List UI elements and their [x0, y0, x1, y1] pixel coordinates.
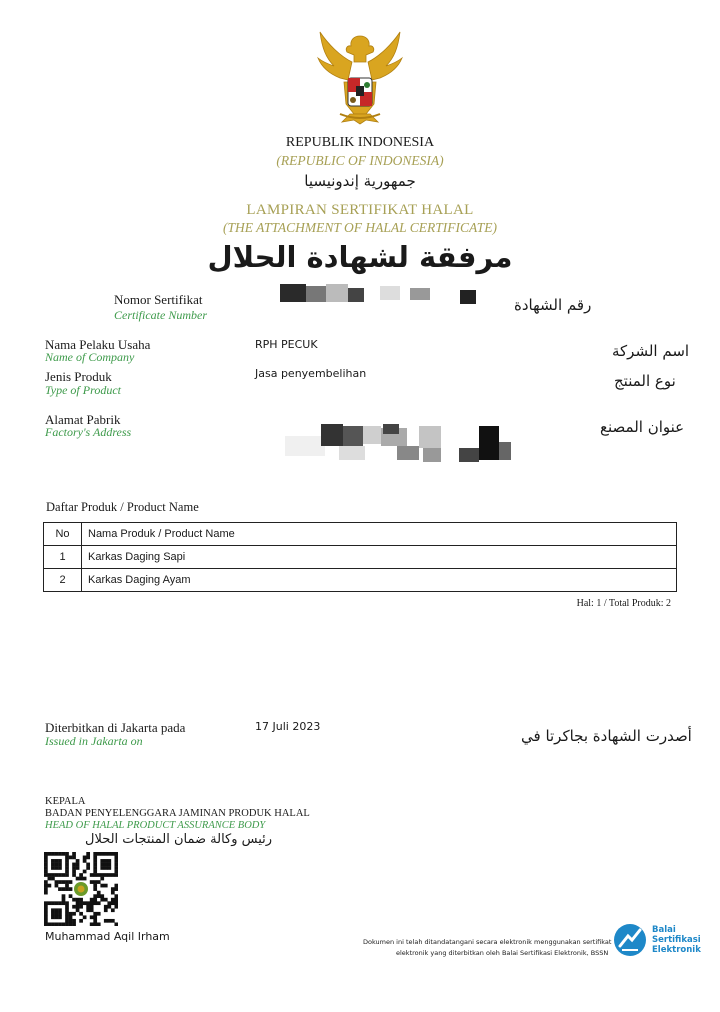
qr-module: [86, 856, 90, 860]
factory-address-redaction: [255, 418, 530, 466]
qr-module: [44, 884, 48, 888]
signatory-title-en: HEAD OF HALAL PRODUCT ASSURANCE BODY: [45, 820, 266, 831]
document-title-ar: مرفقة لشهادة الحلال: [207, 240, 513, 274]
page-info: Hal: 1 / Total Produk: 2: [576, 598, 671, 609]
republic-title: REPUBLIK INDONESIA: [285, 135, 435, 150]
qr-module: [90, 915, 94, 919]
qr-module: [44, 905, 48, 909]
table-row: [44, 546, 677, 569]
qr-module: [62, 880, 66, 884]
qr-module: [104, 905, 108, 909]
qr-module: [51, 873, 55, 877]
qr-code: [44, 852, 118, 926]
qr-module: [72, 919, 76, 923]
qr-module: [100, 898, 104, 902]
qr-module: [55, 901, 59, 905]
qr-module: [65, 884, 69, 888]
qr-module: [93, 884, 97, 888]
qr-module: [72, 856, 76, 860]
qr-module: [97, 873, 101, 877]
qr-module: [111, 908, 115, 912]
qr-module: [111, 919, 115, 923]
company-label: Nama Pelaku Usaha: [45, 337, 151, 352]
company-label-ar: اسم الشركة: [612, 342, 690, 360]
qr-module: [65, 852, 69, 856]
signatory-title-2: BADAN PENYELENGGARA JAMINAN PRODUK HALAL: [45, 808, 310, 819]
qr-module: [93, 915, 97, 919]
qr-module: [58, 922, 62, 926]
qr-module: [51, 908, 55, 912]
republic-title-ar: جمهورية إندونيسيا: [304, 172, 416, 190]
qr-module: [55, 863, 59, 867]
qr-module: [97, 880, 101, 884]
qr-module: [58, 908, 62, 912]
qr-module: [76, 866, 80, 870]
table-cell-no: 2: [44, 569, 82, 592]
qr-module: [58, 880, 62, 884]
qr-module: [44, 922, 48, 926]
qr-module: [58, 866, 62, 870]
product-type-label-ar: نوع المنتج: [614, 372, 676, 390]
qr-module: [44, 880, 48, 884]
qr-module: [83, 856, 87, 860]
qr-module: [51, 852, 55, 856]
qr-module: [104, 852, 108, 856]
qr-module: [65, 901, 69, 905]
qr-module: [97, 894, 101, 898]
qr-module: [79, 898, 83, 902]
qr-module: [90, 901, 94, 905]
qr-module: [44, 891, 48, 895]
qr-module: [97, 852, 101, 856]
qr-module: [93, 870, 97, 874]
qr-module: [44, 901, 48, 905]
qr-module: [114, 898, 118, 902]
qr-module: [44, 866, 48, 870]
qr-module: [65, 908, 69, 912]
signatory-name: Muhammad Aqil Irham: [45, 930, 170, 943]
table-header-row: [44, 523, 677, 546]
qr-module: [48, 922, 52, 926]
qr-module: [93, 894, 97, 898]
qr-module: [83, 859, 87, 863]
qr-module: [51, 863, 55, 867]
qr-module: [100, 866, 104, 870]
qr-module: [55, 915, 59, 919]
qr-module: [90, 880, 94, 884]
signatory-title-ar: رئيس وكالة ضمان المنتجات الحلال: [85, 832, 273, 847]
qr-module: [79, 901, 83, 905]
qr-module: [104, 866, 108, 870]
qr-module: [72, 898, 76, 902]
qr-module: [44, 852, 48, 856]
qr-module: [104, 873, 108, 877]
issued-date: 17 Juli 2023: [255, 720, 321, 733]
certificate-number-label-en: Certificate Number: [114, 308, 207, 322]
qr-module: [100, 859, 104, 863]
qr-module: [104, 863, 108, 867]
qr-module: [90, 905, 94, 909]
table-header-no: No: [44, 523, 82, 546]
qr-module: [93, 852, 97, 856]
qr-module: [79, 905, 83, 909]
qr-module: [65, 870, 69, 874]
qr-module: [100, 873, 104, 877]
qr-module: [97, 891, 101, 895]
qr-module: [111, 891, 115, 895]
product-table: [43, 522, 677, 592]
qr-module: [55, 922, 59, 926]
qr-module: [83, 901, 87, 905]
product-type-value: Jasa penyembelihan: [255, 367, 367, 380]
qr-module: [114, 884, 118, 888]
qr-module: [44, 912, 48, 916]
table-cell-product: Karkas Daging Ayam: [82, 569, 677, 592]
qr-module: [51, 922, 55, 926]
qr-module: [44, 915, 48, 919]
qr-module: [48, 852, 52, 856]
qr-module: [58, 912, 62, 916]
qr-module: [90, 922, 94, 926]
table-cell-product: Karkas Daging Sapi: [82, 546, 677, 569]
qr-module: [72, 873, 76, 877]
qr-module: [55, 852, 59, 856]
qr-module: [48, 873, 52, 877]
qr-module: [93, 887, 97, 891]
qr-module: [79, 873, 83, 877]
qr-module: [114, 863, 118, 867]
qr-module: [65, 915, 69, 919]
qr-module: [65, 905, 69, 909]
company-value: RPH PECUK: [255, 338, 318, 351]
qr-module: [79, 912, 83, 916]
qr-module: [114, 859, 118, 863]
qr-module: [69, 922, 73, 926]
qr-module: [104, 908, 108, 912]
document-title-en: (THE ATTACHMENT OF HALAL CERTIFICATE): [222, 220, 498, 235]
qr-module: [93, 901, 97, 905]
qr-module: [107, 905, 111, 909]
qr-module: [93, 880, 97, 884]
bsre-logo-text-3: Elektronik: [652, 945, 701, 955]
qr-module: [48, 877, 52, 881]
qr-module: [44, 908, 48, 912]
qr-module: [48, 901, 52, 905]
qr-module: [65, 880, 69, 884]
qr-module: [93, 912, 97, 916]
qr-module: [86, 901, 90, 905]
qr-module: [79, 919, 83, 923]
qr-module: [51, 859, 55, 863]
qr-module: [76, 905, 80, 909]
qr-module: [100, 852, 104, 856]
certificate-number-label-ar: رقم الشهادة: [514, 296, 592, 314]
qr-module: [55, 880, 59, 884]
product-type-label: Jenis Produk: [45, 369, 112, 384]
product-list-caption: Daftar Produk / Product Name: [46, 500, 199, 514]
qr-module: [51, 901, 55, 905]
qr-module: [69, 919, 73, 923]
qr-module: [65, 919, 69, 923]
qr-module: [90, 873, 94, 877]
table-header-product: Nama Produk / Product Name: [82, 523, 677, 546]
qr-module: [58, 863, 62, 867]
qr-module: [104, 898, 108, 902]
qr-module: [93, 859, 97, 863]
qr-module: [114, 852, 118, 856]
qr-module: [114, 894, 118, 898]
issued-label: Diterbitkan di Jakarta pada: [45, 720, 186, 735]
qr-module: [93, 922, 97, 926]
qr-module: [93, 856, 97, 860]
qr-module: [76, 863, 80, 867]
e-signature-note-1: Dokumen ini telah ditandatangani secara elektronik menggunakan sertifikat: [363, 938, 612, 946]
qr-module: [76, 901, 80, 905]
qr-module: [69, 887, 73, 891]
qr-module: [76, 898, 80, 902]
qr-module: [65, 856, 69, 860]
qr-module: [69, 912, 73, 916]
qr-module: [97, 912, 101, 916]
qr-module: [93, 866, 97, 870]
table-row: [44, 569, 677, 592]
qr-module: [55, 912, 59, 916]
qr-module: [51, 915, 55, 919]
qr-module: [107, 919, 111, 923]
qr-module: [86, 863, 90, 867]
qr-module: [44, 870, 48, 874]
qr-module: [97, 922, 101, 926]
qr-module: [83, 915, 87, 919]
qr-module: [65, 863, 69, 867]
qr-module: [72, 905, 76, 909]
certificate-number-redaction: [280, 284, 480, 304]
qr-module: [58, 915, 62, 919]
qr-module: [90, 898, 94, 902]
qr-module: [65, 912, 69, 916]
qr-module: [69, 894, 73, 898]
qr-module: [62, 873, 66, 877]
qr-module: [114, 870, 118, 874]
e-signature-note-2: elektronik yang diterbitkan oleh Balai Sertifikasi Elektronik, BSSN: [396, 949, 609, 957]
qr-module: [107, 866, 111, 870]
qr-module: [86, 852, 90, 856]
qr-module: [86, 905, 90, 909]
garuda-pancasila-emblem: [314, 30, 406, 126]
qr-module: [55, 884, 59, 888]
qr-module: [58, 887, 62, 891]
certificate-number-label: Nomor Sertifikat: [114, 292, 203, 307]
qr-module: [93, 873, 97, 877]
qr-module: [44, 887, 48, 891]
qr-module: [72, 866, 76, 870]
qr-module: [86, 908, 90, 912]
qr-module: [62, 887, 66, 891]
qr-module: [83, 877, 87, 881]
qr-module: [114, 901, 118, 905]
qr-module: [72, 852, 76, 856]
qr-module: [107, 859, 111, 863]
document-title: LAMPIRAN SERTIFIKAT HALAL: [246, 202, 474, 218]
qr-module: [107, 901, 111, 905]
qr-module: [51, 866, 55, 870]
bsre-logo-text-2: Sertifikasi: [652, 935, 701, 945]
qr-module: [44, 863, 48, 867]
qr-module: [83, 870, 87, 874]
qr-module: [62, 898, 66, 902]
qr-module: [65, 859, 69, 863]
qr-module: [104, 884, 108, 888]
qr-module: [58, 873, 62, 877]
factory-address-label-ar: عنوان المصنع: [600, 418, 685, 436]
qr-module: [97, 901, 101, 905]
bsre-logo-icon: [612, 922, 648, 958]
issued-label-en: Issued in Jakarta on: [45, 734, 143, 748]
qr-module: [44, 873, 48, 877]
qr-module: [58, 901, 62, 905]
qr-module: [107, 852, 111, 856]
qr-module: [104, 919, 108, 923]
qr-module: [72, 870, 76, 874]
qr-module: [76, 877, 80, 881]
qr-module: [76, 908, 80, 912]
qr-module: [90, 908, 94, 912]
qr-module: [69, 856, 73, 860]
qr-module: [65, 873, 69, 877]
qr-module: [65, 922, 69, 926]
qr-module: [114, 922, 118, 926]
qr-module: [44, 859, 48, 863]
qr-module: [72, 912, 76, 916]
qr-module: [72, 922, 76, 926]
qr-module: [48, 884, 52, 888]
qr-module: [76, 859, 80, 863]
qr-module: [72, 863, 76, 867]
republic-title-en: (REPUBLIC OF INDONESIA): [276, 153, 444, 168]
qr-module: [111, 898, 115, 902]
qr-module: [58, 852, 62, 856]
qr-module: [55, 859, 59, 863]
qr-module: [93, 898, 97, 902]
qr-module: [62, 894, 66, 898]
halal-logo-center: [78, 886, 85, 893]
qr-module: [104, 859, 108, 863]
qr-module: [79, 877, 83, 881]
qr-module: [100, 884, 104, 888]
factory-address-label-en: Factory's Address: [45, 425, 132, 439]
qr-module: [44, 856, 48, 860]
issued-label-ar: أصدرت الشهادة بجاكرتا في: [521, 727, 692, 745]
qr-module: [107, 873, 111, 877]
qr-module: [65, 887, 69, 891]
signatory-title-1: KEPALA: [45, 796, 86, 807]
qr-module: [55, 873, 59, 877]
qr-module: [100, 863, 104, 867]
qr-module: [100, 894, 104, 898]
qr-module: [58, 859, 62, 863]
factory-address-label: Alamat Pabrik: [45, 412, 121, 427]
qr-module: [100, 877, 104, 881]
table-cell-no: 1: [44, 546, 82, 569]
company-label-en: Name of Company: [45, 350, 135, 364]
qr-module: [114, 866, 118, 870]
qr-module: [62, 922, 66, 926]
qr-module: [111, 852, 115, 856]
qr-module: [93, 863, 97, 867]
qr-module: [55, 908, 59, 912]
qr-module: [69, 915, 73, 919]
qr-module: [62, 852, 66, 856]
qr-module: [114, 873, 118, 877]
qr-module: [111, 901, 115, 905]
qr-module: [51, 877, 55, 881]
qr-module: [114, 905, 118, 909]
qr-module: [44, 919, 48, 923]
qr-module: [111, 887, 115, 891]
qr-module: [111, 873, 115, 877]
qr-module: [62, 901, 66, 905]
qr-module: [51, 912, 55, 916]
qr-module: [55, 866, 59, 870]
qr-module: [65, 866, 69, 870]
qr-module: [93, 919, 97, 923]
qr-module: [107, 863, 111, 867]
bsre-logo-text-1: Balai: [652, 925, 676, 935]
qr-module: [114, 887, 118, 891]
qr-module: [86, 866, 90, 870]
qr-module: [69, 880, 73, 884]
qr-module: [114, 856, 118, 860]
product-type-label-en: Type of Product: [45, 383, 121, 397]
